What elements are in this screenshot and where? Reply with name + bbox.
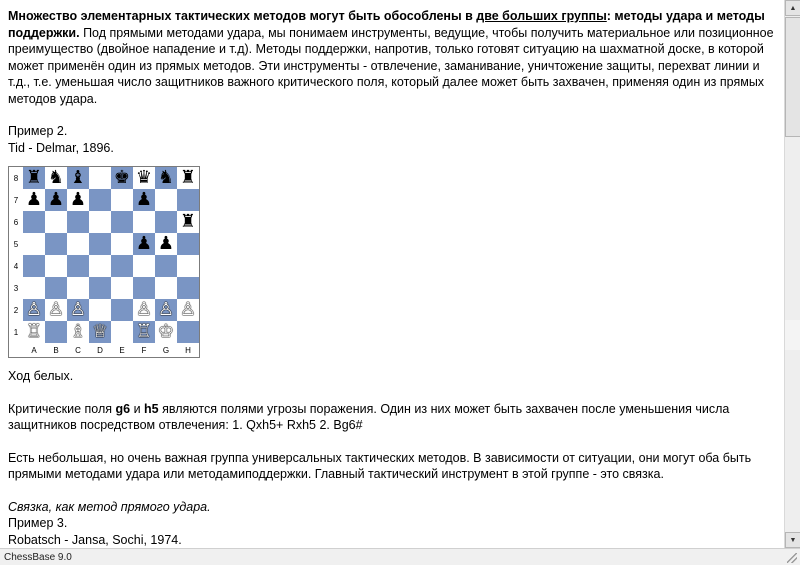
file-label-b: B [45,343,67,358]
section-heading [8,499,774,516]
square-h4[interactable] [177,255,200,277]
scroll-up-arrow-icon[interactable]: ▲ [785,0,800,16]
square-b2[interactable]: ♙ [45,299,67,321]
file-label-g: G [155,343,177,358]
square-a3[interactable] [23,277,45,299]
square-e3[interactable] [111,277,133,299]
example2-label: Пример 2. [8,124,68,138]
file-corner [9,343,24,358]
square-g1[interactable]: ♔ [155,321,177,343]
square-d3[interactable] [89,277,111,299]
chess-diagram[interactable] [8,166,208,358]
square-c5[interactable] [67,233,89,255]
square-e4[interactable] [111,255,133,277]
square-f5[interactable]: ♟ [133,233,155,255]
square-f6[interactable] [133,211,155,233]
scrollbar-track[interactable] [785,320,800,350]
square-e5[interactable] [111,233,133,255]
universal-paragraph: Есть небольшая, но очень важная группа универсальных тактических методов. В зависимости от ситуации, они могут оба быть прямыми методами удара или методамиподдержки. Главный тактический инструмент в этой группе - это связка. [8,450,752,481]
example3-label: Пример 3. [8,516,68,530]
analysis-text: Критические поля g6 и h5 являются полями угрозы поражения. Один из них может быть захвачен после уменьшения числа защитников посредством отвлечения: 1. Qxh5+ Rxh5 2. Bg6# [8,401,730,432]
square-f4[interactable] [133,255,155,277]
square-g7[interactable] [155,189,177,211]
square-d1[interactable]: ♕ [89,321,111,343]
square-c2[interactable]: ♙ [67,299,89,321]
board-row [9,255,200,277]
square-b8[interactable]: ♞ [45,167,67,190]
square-d2[interactable] [89,299,111,321]
square-b5[interactable] [45,233,67,255]
square-c8[interactable]: ♝ [67,167,89,190]
square-e6[interactable] [111,211,133,233]
rank-label: 1 [9,321,24,343]
square-g4[interactable] [155,255,177,277]
chess-board[interactable] [8,166,200,358]
rank-label: 7 [9,189,24,211]
square-c3[interactable] [67,277,89,299]
square-g5[interactable]: ♟ [155,233,177,255]
app-name-label: ChessBase 9.0 [4,551,72,563]
square-a5[interactable] [23,233,45,255]
square-h1[interactable] [177,321,200,343]
example3-game: Robatsch - Jansa, Sochi, 1974. [8,532,182,547]
square-d6[interactable] [89,211,111,233]
scrollbar-thumb[interactable] [785,17,800,137]
square-c7[interactable]: ♟ [67,189,89,211]
square-d7[interactable] [89,189,111,211]
board-row [9,167,200,190]
square-b4[interactable] [45,255,67,277]
file-label-d: D [89,343,111,358]
rank-label: 2 [9,299,24,321]
square-b6[interactable] [45,211,67,233]
status-bar [0,548,800,565]
square-e2[interactable] [111,299,133,321]
example2-game: Tid - Delmar, 1896. [8,140,114,155]
square-g6[interactable] [155,211,177,233]
board-row [9,321,200,343]
square-c4[interactable] [67,255,89,277]
intro-paragraph [8,8,774,107]
file-label-c: C [67,343,89,358]
scroll-down-arrow-icon[interactable]: ▼ [785,532,800,548]
board-row [9,299,200,321]
square-c1[interactable]: ♗ [67,321,89,343]
file-labels-row [9,343,200,358]
square-a7[interactable]: ♟ [23,189,45,211]
square-f7[interactable]: ♟ [133,189,155,211]
file-label-h: H [177,343,200,358]
square-d4[interactable] [89,255,111,277]
square-h7[interactable] [177,189,200,211]
intro-run-3: : [606,9,615,23]
resize-grip-icon[interactable] [784,550,798,564]
intro-run-4: методы удара и методы поддержки. [8,9,765,40]
board-row [9,211,200,233]
square-f1[interactable]: ♖ [133,321,155,343]
square-g8[interactable]: ♞ [155,167,177,190]
rank-label: 5 [9,233,24,255]
intro-run-2: две больших группы [476,9,607,23]
square-f2[interactable]: ♙ [133,299,155,321]
square-d8[interactable] [89,167,111,190]
square-a6[interactable] [23,211,45,233]
square-h3[interactable] [177,277,200,299]
square-e1[interactable] [111,321,133,343]
rank-label: 6 [9,211,24,233]
intro-run-1: Множество элементарных тактических методов могут быть обособлены в [8,9,477,23]
file-label-f: F [133,343,155,358]
square-b3[interactable] [45,277,67,299]
chess-board-body [9,167,200,358]
file-label-e: E [111,343,133,358]
square-g2[interactable]: ♙ [155,299,177,321]
file-label-a: A [23,343,45,358]
rank-label: 3 [9,277,24,299]
square-f8[interactable]: ♛ [133,167,155,190]
board-row [9,233,200,255]
square-c6[interactable] [67,211,89,233]
rank-label: 8 [9,167,24,190]
square-a2[interactable]: ♙ [23,299,45,321]
board-row [9,277,200,299]
square-h8[interactable]: ♜ [177,167,200,190]
square-e8[interactable]: ♚ [111,167,133,190]
square-a1[interactable]: ♖ [23,321,45,343]
section-heading-text: Связка, как метод прямого удара. [8,499,211,514]
square-e7[interactable] [111,189,133,211]
square-a8[interactable]: ♜ [23,167,45,190]
analysis-paragraph [8,401,774,434]
square-h6[interactable]: ♜ [177,211,200,233]
vertical-scrollbar[interactable] [784,0,800,548]
square-f3[interactable] [133,277,155,299]
rank-label: 4 [9,255,24,277]
board-row [9,189,200,211]
square-b7[interactable]: ♟ [45,189,67,211]
square-d5[interactable] [89,233,111,255]
move-note: Ход белых. [8,369,74,383]
square-b1[interactable] [45,321,67,343]
square-h2[interactable]: ♙ [177,299,200,321]
square-g3[interactable] [155,277,177,299]
intro-run-5: Под прямыми методами удара, мы понимаем инструменты, ведущие, чтобы получить материальное или позиционное преимущество (двойное нападение и т.д). Методы поддержки, напротив, только готовят ситуацию на шахматной доске, в которой может применён один из прямых методов. Эти инструменты - отвлечение, заманивание, уничтожение защиты, перехват линии и т.д., т.е. уменьшая число защитников важного критического поля, который далее может быть захвачен, применяя один из прямых методов удара. [8,25,774,106]
square-h5[interactable] [177,233,200,255]
square-a4[interactable] [23,255,45,277]
